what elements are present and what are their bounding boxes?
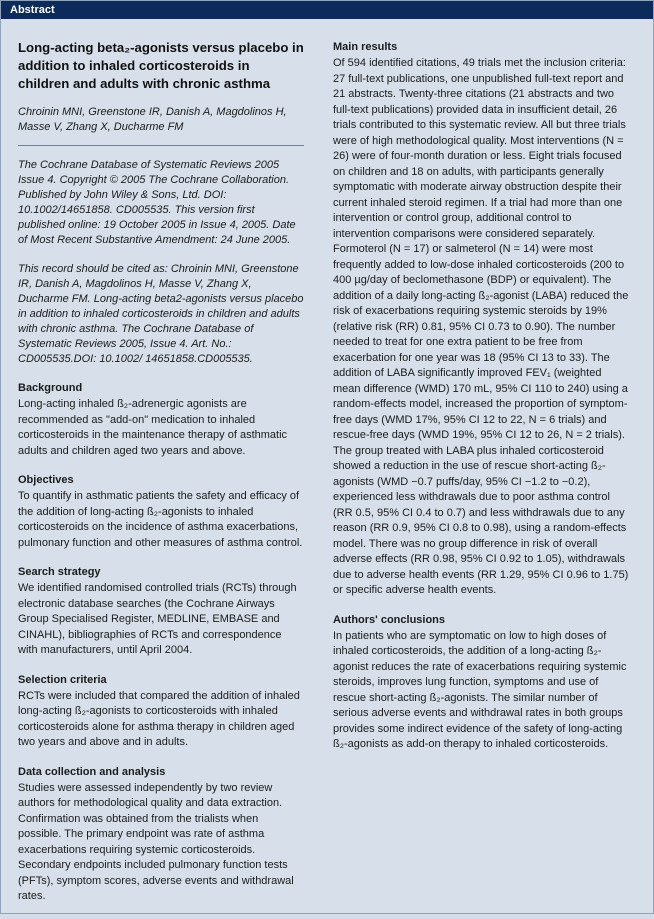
article-title: Long-acting beta₂-agonists versus placebo in addition to inhaled corticosteroids in children and adults with chronic asthma [18,40,304,91]
left-column [9,19,313,919]
data-collection-text: Studies were assessed independently by two review authors for methodological quality and data extraction. Confirmation was obtained from the trialists when possible. The primary endpoint was rate of asthma exacerbations requiring systemic corticosteroids. Secondary endpoints included pulmonary function tests (PFTs), symptom scores, adverse events and withdrawal rates. [18,781,294,902]
selection-text: RCTs were included that compared the addition of inhaled long-acting ß₂-agonists to corticosteroids with inhaled corticosteroids alone for asthma therapy in children aged two years and above and in adults. [18,689,300,748]
columns [1,19,653,919]
source-info: The Cochrane Database of Systematic Reviews 2005 Issue 4. Copyright © 2005 The Cochrane Collaboration. Published by John Wiley & Sons, Ltd. DOI: 10.1002/14651858. CD005535. This version first published online: 19 October 2005 in Issue 4, 2005. Date of Most Recent Substantive Amendment: 24 June 2005. [18,159,296,246]
objectives-heading: Objectives [18,474,74,486]
background-heading: Background [18,382,83,394]
main-results-text: Of 594 identified citations, 49 trials met the inclusion criteria: 27 full-text publications, one unpublished full-text report and 21 abstracts. Twenty-three citations (21 abstracts and two full-text publications) provided data in insufficient detail, 26 trials contributed to this systematic review. All but three trials were of high methodological quality. Most interventions (N = 26) were of four-month duration or less. Eight trials focused on children and 18 on adults, with participants generally symptomatic with moderate airway obstruction despite their current inhaled steroid regimen. If a trial had more than one intervention or control group, additional control to intervention comparisons were considered separately. Formoterol (N = 17) or salmeterol (N = 14) were most frequently added to low-dose inhaled corticosteroids (200 to 400 µg/day of beclomethasone (BDP) or equivalent). The addition of a daily long-acting ß₂-agonist (LABA) reduced the risk of exacerbations requiring systemic steroids by 19% (relative risk (RR) 0.81, 95% CI 0.73 to 0.90). The number needed to treat for one extra patient to be free from exacerbation for one year was 18 (95% CI 13 to 33). The addition of LABA significantly improved FEV₁ (weighted mean difference (WMD) 170 mL, 95% CI 110 to 240) using a random-effects model, increased the proportion of symptom-free days (WMD 17%, 95% CI 12 to 22, N = 6 trials) and rescue-free days (WMD 19%, 95% CI 12 to 26, N = 2 trials). The group treated with LABA plus inhaled corticosteroid showed a reduction in the use of rescue short-acting ß₂-agonists (WMD −0.7 puffs/day, 95% CI −1.2 to −0.2), experienced less withdrawals due to poor asthma control (RR 0.5, 95% CI 0.4 to 0.7) and less withdrawals due to any reason (RR 0.9, 95% CI 0.8 to 0.98), using a random-effects model. There was no group difference in risk of overall adverse effects (RR 0.98, 95% CI 0.92 to 1.05), withdrawals due to adverse health events (RR 1.29, 95% CI 0.96 to 1.75) or specific adverse health events. [333,57,629,596]
data-collection-heading: Data collection and analysis [18,765,166,778]
background-text: Long-acting inhaled ß₂-adrenergic agonists are recommended as "add-on" medication to inhaled corticosteroids in the maintenance therapy of asthmatic adults and children aged two years and above. [18,398,288,457]
search-heading: Search strategy [18,566,101,578]
section-header: Abstract [1,1,653,19]
right-column [313,19,639,919]
main-results-heading: Main results [333,41,398,53]
search-text: We identified randomised controlled trials (RCTs) through electronic database searches (the Cochrane Airways Group Specialised Register, MEDLINE, EMBASE and CINAHL), bibliographies of RCTs and correspondence with manufacturers, until April 2004. [18,582,297,656]
conclusions-text: In patients who are symptomatic on low to high doses of inhaled corticosteroids, the addition of a long-acting ß₂-agonist reduces the rate of exacerbations requiring systemic steroids, improves lung function, symptoms and use of rescue short-acting ß₂-agonists. The similar number of serious adverse events and withdrawal rates in both groups provides some indirect evidence of the safety of long-acting ß₂-agonists as add-on therapy to inhaled corticosteroids. [333,629,627,750]
conclusions-heading: Authors' conclusions [333,613,446,626]
objectives-text: To quantify in asthmatic patients the safety and efficacy of the addition of long-acting ß₂-agonists to inhaled corticosteroids on the incidence of asthma exacerbations, pulmonary function and other measures of asthma control. [18,490,303,549]
citation-info: This record should be cited as: Chroinin MNI, Greenstone IR, Danish A, Magdolinos H, Masse V, Zhang X, Ducharme FM. Long-acting beta2-agonists versus placebo in addition to inhaled corticosteroids in children and adults with chronic asthma. The Cochrane Database of Systematic Reviews 2005, Issue 4. Art. No.: CD005535.DOI: 10.1002/ 14651858.CD005535. [18,263,304,365]
author-list: Chroinin MNI, Greenstone IR, Danish A, Magdolinos H, Masse V, Zhang X, Ducharme FM [18,105,304,146]
selection-heading: Selection criteria [18,673,107,686]
